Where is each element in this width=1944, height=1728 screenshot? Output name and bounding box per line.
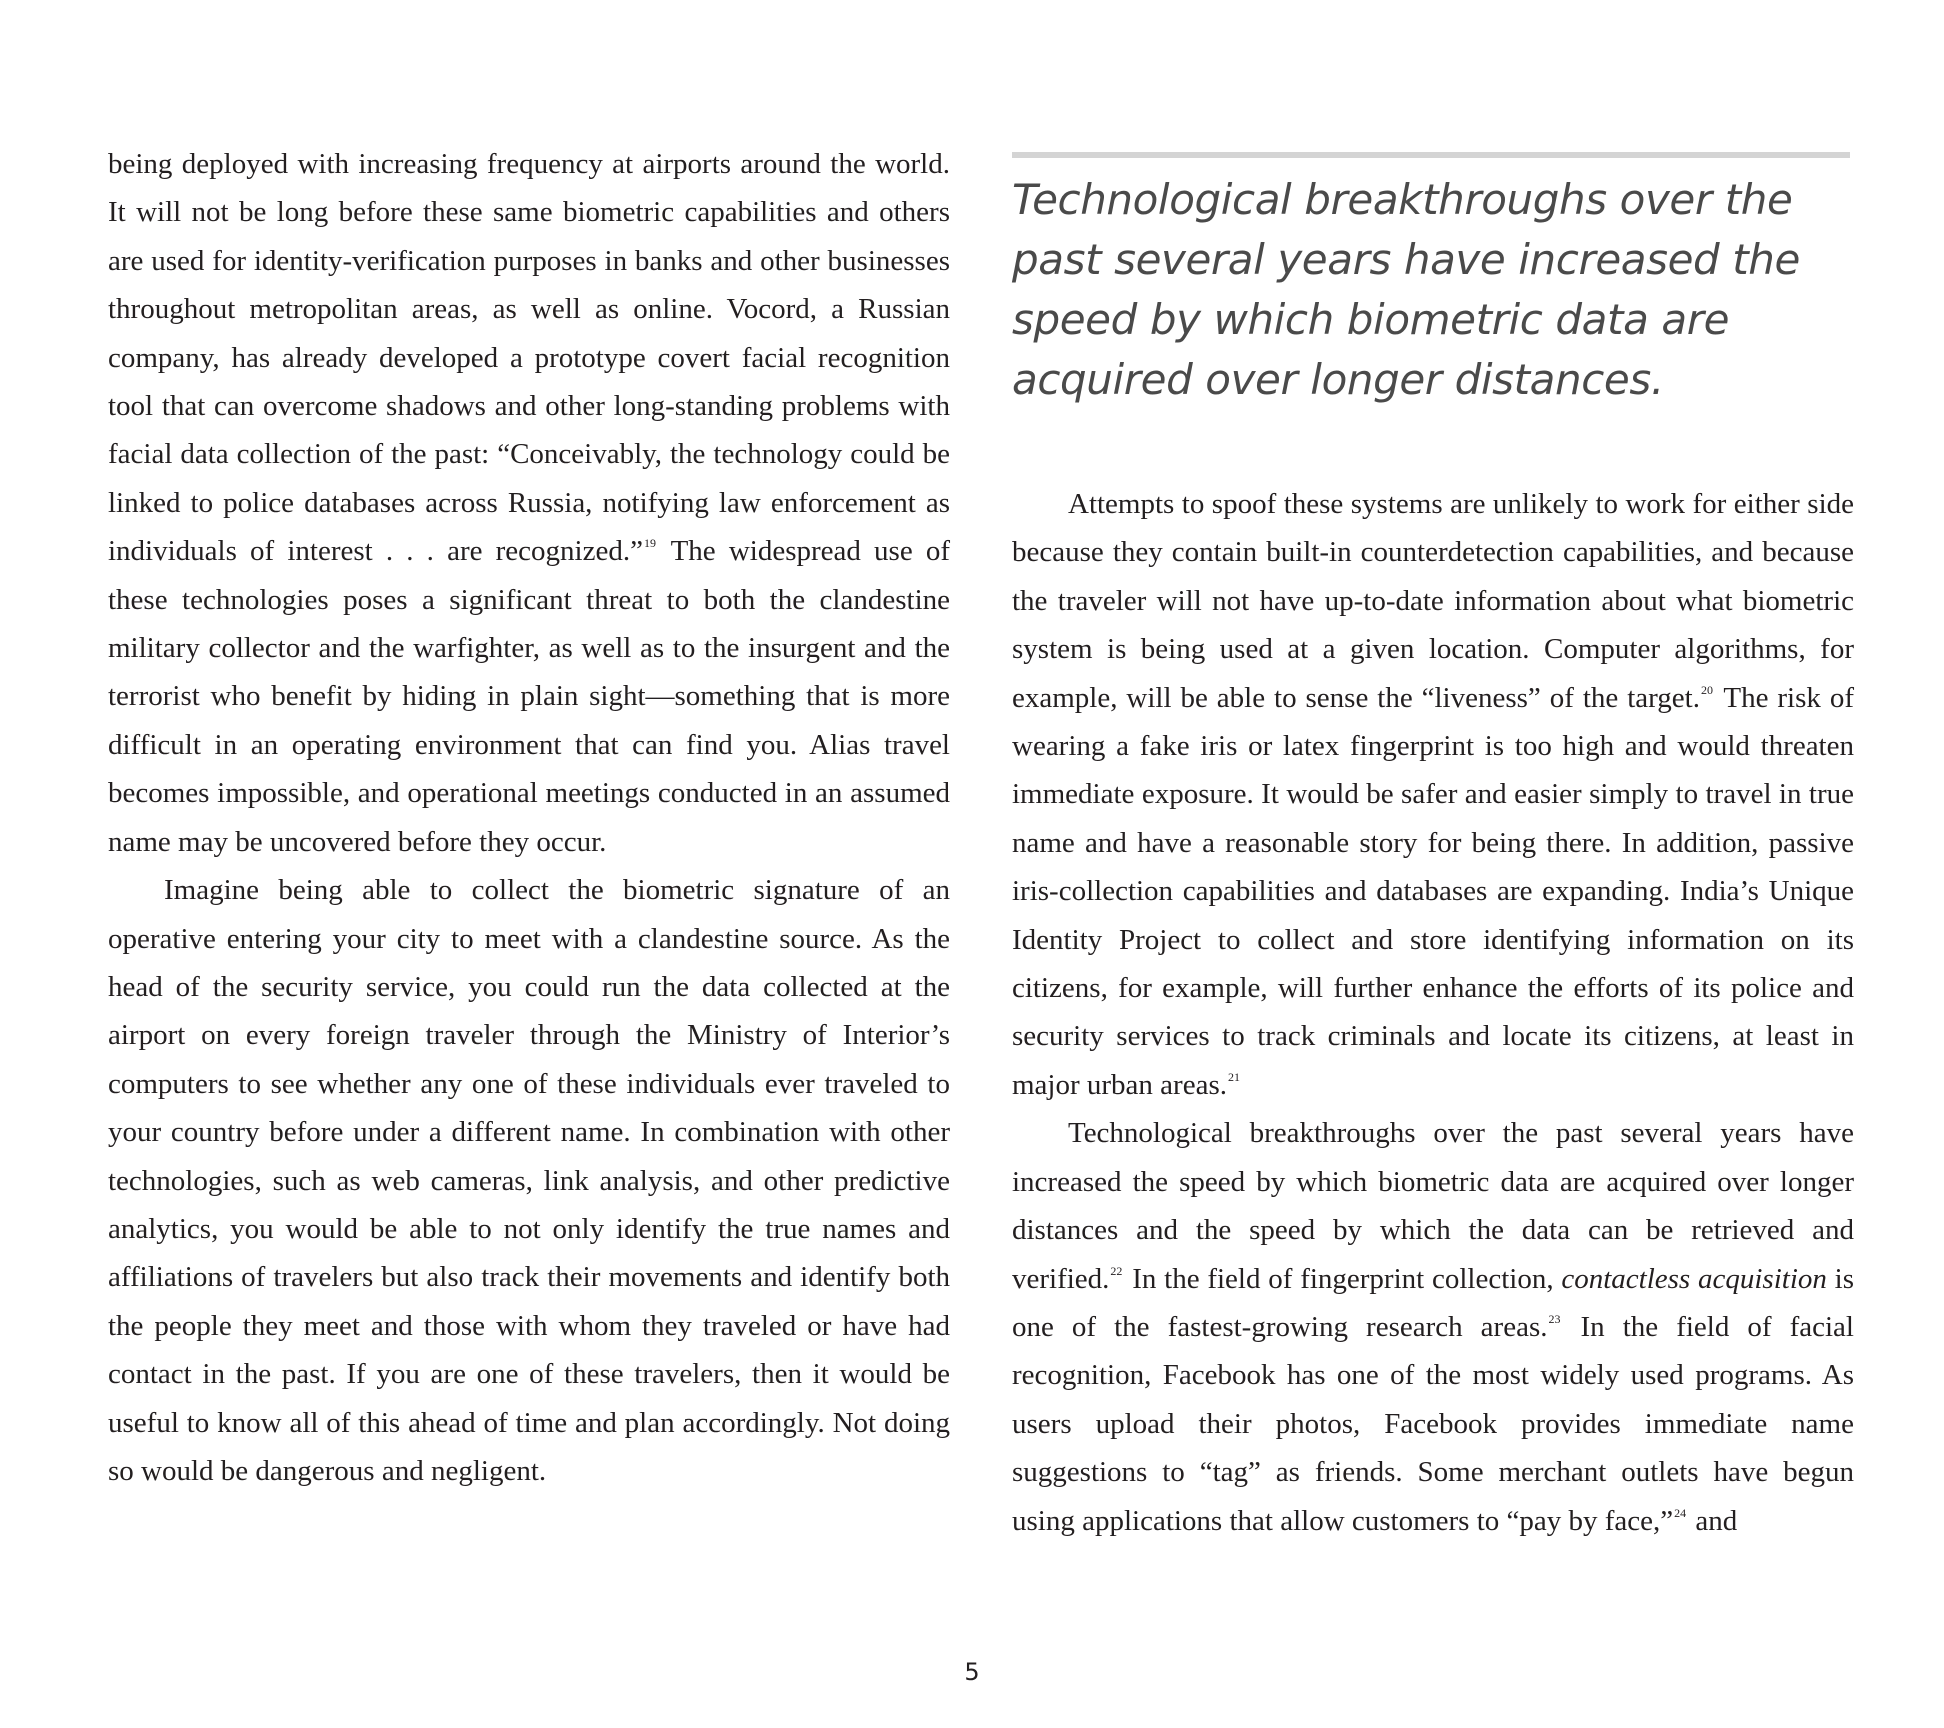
footnote-ref[interactable]: 24 bbox=[1674, 1505, 1687, 1520]
paragraph-text: In the field of facial recognition, Facebook has one of the most widely used programs. As users upload their photos, Facebook provides immediate name suggestions to “tag” as friends. Some merchant outlets have begun using applications that allow customers to “pay by face,” bbox=[1012, 1310, 1854, 1537]
paragraph-text: The risk of wearing a fake iris or latex fingerprint is too high and would threaten immediate exposure. It would be safer and easier simply to travel in true name and have a reasonable story for being there. In addition, passive iris-collection capabilities and databases are expanding. India’s Unique Identity Project to collect and store identifying information on its citizens, for example, will further enhance the efforts of its police and security services to track criminals and locate its citizens, at least in major urban areas. bbox=[1012, 681, 1854, 1101]
footnote-ref[interactable]: 22 bbox=[1110, 1263, 1123, 1278]
italic-term: contactless acquisition bbox=[1561, 1262, 1827, 1295]
footnote-ref[interactable]: 23 bbox=[1548, 1311, 1561, 1326]
pull-quote-text: Technological breakthroughs over the past several years have increased the speed by which biometric data are acquired over longer distances. bbox=[1012, 175, 1800, 404]
body-paragraph bbox=[1012, 1109, 1854, 1545]
body-paragraph bbox=[1012, 480, 1854, 1109]
paragraph-text: The widespread use of these technologies poses a significant threat to both the clandestine military collector and the warfighter, as well as to the insurgent and the terrorist who benefit by hiding in plain sight—something that is more difficult in an operating environment that can find you. Alias travel becomes impossible, and operational meetings conducted in an assumed name may be uncovered before they occur. bbox=[108, 535, 951, 858]
left-column bbox=[108, 140, 950, 1495]
footnote-ref[interactable]: 20 bbox=[1700, 682, 1713, 697]
body-paragraph bbox=[108, 140, 950, 866]
paragraph-text: In the field of fingerprint collection, bbox=[1124, 1262, 1562, 1295]
paragraph-text: being deployed with increasing frequency at airports around the world. It will not be long before these same biometric capabilities and others are used for identity-verification purposes in banks and other businesses throughout metropolitan areas, as well as online. Vocord, a Russian company, has already developed a prototype covert facial recognition tool that can overcome shadows and other long-standing problems with facial data collection of the past: “Conceivably, the technology could be linked to police databases across Russia, notifying law enforcement as individuals of interest . . . are recognized.” bbox=[108, 148, 950, 568]
paragraph-text: Technological breakthroughs over the past several years have increased the speed by which biometric data are acquired over longer distances and the speed by which the data can be retrieved and verified. bbox=[1012, 1117, 1854, 1295]
paragraph-text: Attempts to spoof these systems are unlikely to work for either side because they contain built-in counterdetection capabilities, and because the traveler will not have up-to-date information about what biometric system is being used at a given location. Computer algorithms, for example, will be able to sense the “liveness” of the target. bbox=[1012, 488, 1854, 714]
paragraph-text: and bbox=[1688, 1504, 1738, 1537]
paragraph-text: is one of the fastest-growing research areas. bbox=[1012, 1262, 1855, 1343]
footnote-ref[interactable]: 21 bbox=[1227, 1069, 1240, 1084]
body-paragraph: Imagine being able to collect the biometric signature of an operative entering your city to meet with a clandestine source. As the head of the security service, you could run the data collected at the airport on every foreign traveler through the Ministry of Interior’s computers to see whether any one of these individuals ever traveled to your country before under a different name. In combination with other technologies, such as web cameras, link analysis, and other predictive analytics, you would be able to not only identify the true names and affiliations of travelers but also track their movements and identify both the people they meet and those with whom they traveled or have had contact in the past. If you are one of these travelers, then it would be useful to know all of this ahead of time and plan accordingly. Not doing so would be dangerous and negligent. bbox=[108, 874, 950, 1487]
pull-quote bbox=[1012, 152, 1850, 410]
page-number: 5 bbox=[964, 1658, 980, 1686]
right-column bbox=[1012, 480, 1854, 1545]
footnote-ref[interactable]: 19 bbox=[643, 536, 656, 551]
